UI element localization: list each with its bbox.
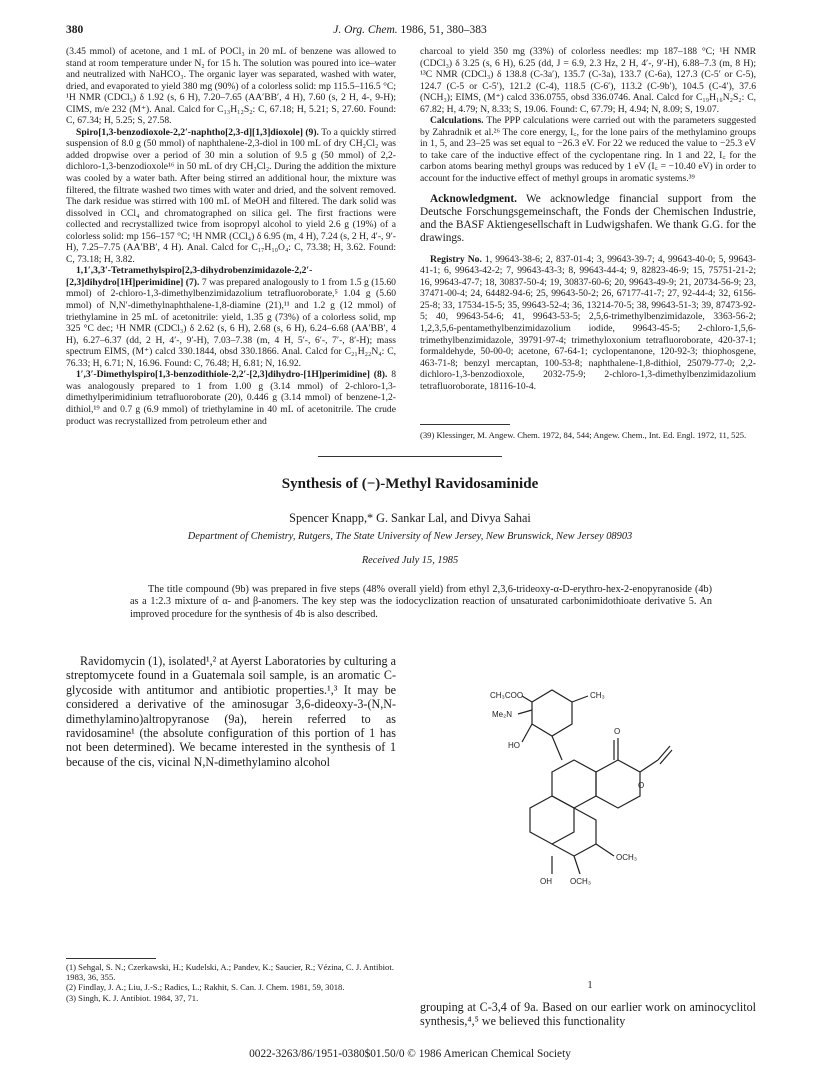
paragraph: Calculations. The PPP calculations were carried out with the parameters suggested by Zahradnik et al.²⁶ The core energy, I꜀, for the lone pairs of the methylamino groups in 1, 5, and 23–25 was set equal to −26.3 eV. For 22 we reduced the value to −25.3 eV to take care of the inductive effect of the cyclopentane ring. In 1 and 22, I꜀ for the carbon atoms bearing methyl groups was reduced by 1 eV (I꜀ = −10.40 eV) in order to account for the inductive effect of methyl groups in aromatic systems.³⁹: [420, 115, 756, 185]
article-title: Synthesis of (−)-Methyl Ravidosaminide: [281, 476, 539, 492]
ring-oxygen-label: O: [638, 781, 645, 790]
journal-name: J. Org. Chem.: [333, 24, 398, 36]
running-header: [66, 24, 754, 40]
received-date: Received July 15, 1985: [361, 555, 459, 566]
footnote-divider: [66, 958, 156, 959]
continued-paragraph: grouping at C-3,4 of 9a. Based on our earlier work on aminocyclitol synthesis,⁴,⁵ we believed this functionality: [420, 1000, 756, 1029]
section-heading: Registry No.: [430, 253, 482, 265]
page-number: 380: [66, 24, 84, 36]
footnote-divider: [420, 424, 510, 425]
paragraph: (3.45 mmol) of acetone, and 1 mL of POCl₃ in 20 mL of benzene was allowed to stand at room temperature under N₂ for 15 h. The solution was poured into ice–water and neutralized with NaHCO₃. The organic layer was separated, washed with water, dried, and evaporated to yield 380 mg (90%) of a colorless solid: mp 115.5–116.5 °C; ¹H NMR (CDCl₃) δ 1.92 (s, 6 H), 7.20–7.65 (AA′BB′, 4 H), 7.60 (s, 2 H, 4-, 9-H); CIMS, m/e 232 (M⁺). Anal. Calcd for C₁₃H₁₂S₂: C, 67.18; H, 5.21; S, 27.60. Found: C, 67.34; H, 5.25; S, 27.58.: [66, 46, 396, 127]
article-affiliation: Department of Chemistry, Rutgers, The State University of New Jersey, New Brunswick, New Jersey 08903: [187, 531, 633, 542]
journal-volume: 1986, 51, 380–383: [397, 24, 487, 36]
section-heading: Calculations.: [430, 115, 484, 127]
compound-number: 1: [587, 980, 593, 991]
copyright-footer: 0022-3263/86/1951-0380$01.50/0 © 1986 American Chemical Society: [249, 1048, 571, 1060]
paragraph: 1′,3′-Dimethylspiro[1,3-benzodithiole-2,2′-[2,3]dihydro-[1H]perimidine] (8). 8 was analogously prepared to 1 from 1.00 g (3.14 mmol) of 2-chloro-1,3-dimethylperimidinium tetrafluoroborate (20), 0.446 g (3.14 mmol) of benzene-1,2-dithiol,¹⁹ and 0.7 g (6.9 mmol) of triethylamine in 40 mL of acetonitrile. The crude product was recrystallized from petroleum ether and: [66, 369, 396, 427]
journal-citation: [66, 24, 754, 36]
compound-heading: 1′,3′-Dimethylspiro[1,3-benzodithiole-2,2′-[2,3]dihydro-[1H]perimidine] (8).: [76, 369, 388, 381]
article-authors: Spencer Knapp,* G. Sankar Lal, and Divya Sahai: [289, 511, 531, 525]
footnote: (39) Klessinger, M. Angew. Chem. 1972, 84, 544; Angew. Chem., Int. Ed. Engl. 1972, 11, 525.: [420, 430, 747, 440]
compound-heading: 1,1′,3,3′-Tetramethylspiro[2,3-dihydrobenzimidazole-2,2′-[2,3]dihydro[1H]perimidine] (7).: [66, 265, 313, 288]
dimethylamino-label: Me₂N: [492, 710, 512, 719]
article-divider: [318, 456, 502, 457]
right-column: [420, 46, 756, 392]
paragraph: charcoal to yield 350 mg (33%) of colorless needles: mp 187–188 °C; ¹H NMR (CDCl₃) δ 3.25 (s, 6 H), 6.25 (dd, J = 6.9, 2.3 Hz, 2 H, 4′-, 9′-H), 6.88–7.3 (m, 8 H); ¹³C NMR (CDCl₃) δ 138.8 (C-3a′), 135.7 (C-3a), 133.7 (C-6a), 127.3 (C-5′ or C-5), 124.7 (C-5 or C-5′), 121.2 (C-4), 118.5 (C-6′), 113.2 (C-9b′), 104.5 (C-4′), 37.6 (NCH₃); EIMS, (M⁺) calcd 336.0755, obsd 336.0746. Anal. Calcd for C₁₉H₁₆N₂S₂: C, 67.82; H, 4.79; N, 8.33; S, 19.06. Found: C, 67.79; H, 4.94; N, 8.09; S, 19.07.: [420, 46, 756, 115]
abstract: The title compound (9b) was prepared in five steps (48% overall yield) from ethyl 2,3,6-trideoxy-α-D-erythro-hex-2-enopyranoside (4b) as a 1:2.3 mixture of α- and β-anomers. The key step was the iodocyclization reaction of unsaturated carbonimidothioate derivative 5. An improved procedure for the synthesis of 4b is also described.: [130, 584, 712, 620]
registry-numbers: Registry No. 1, 99643-38-6; 2, 837-01-4; 3, 99643-39-7; 4, 99643-40-0; 5, 99643-41-1; 6, 99643-42-2; 7, 99643-43-3; 8, 99643-44-4; 9, 82823-46-9; 15, 75751-21-2; 16, 99643-47-7; 18, 30837-50-4; 19, 30837-60-6; 20, 99643-49-9; 21, 20734-56-9; 23, 37471-00-4; 24, 64482-94-6; 25, 99643-50-2; 26, 67177-41-7; 27, 92-44-4; 32, 6156-25-8; 33, 17534-15-5; 35, 99643-52-4; 36, 13214-70-5; 38, 99643-51-3; 39, 87473-92-5; 40, 99643-54-6; 41, 99643-53-5; 2,5,6-trimethylbenzimidazole, 3363-56-2; 1,2,3,5,6-pentamethylbenzimidazolium iodide, 99643-45-5; 2-chloro-1,5,6-trimethylbenzimidazole, 39791-97-4; trimethyloxonium tetrafluoroborate, 420-37-1; formaldehyde, 50-00-0; acetone, 67-64-1; cyclopentanone, 120-92-3; thiophosgene, 463-71-8; benzyl mercaptan, 100-53-8; naphthalene-1,8-dithiol, 25079-77-0; 2,2-dichloro-1,3-benzodioxole, 2032-75-9; 2-chloro-1,3-dimethylbenzimidazolium tetrafluoroborate, 18116-10-4.: [420, 253, 756, 392]
footnote: (2) Findlay, J. A.; Liu, J.-S.; Radics, L.; Rakhit, S. Can. J. Chem. 1981, 59, 3018.: [66, 982, 345, 993]
carbonyl-oxygen-label: O: [614, 727, 621, 736]
paragraph: 1,1′,3,3′-Tetramethylspiro[2,3-dihydrobenzimidazole-2,2′-[2,3]dihydro[1H]perimidine] (7). 7 was prepared analogously to 1 from 1.5 g (15.60 mmol) of 2-chloro-1,3-dimethylbenzimidazolium tetrafluoroborate,⁵ 1.04 g (5.60 mmol) of N,N′-dimethylnaphthalene-1,8-diamine (21),¹¹ and 1.2 g (12 mmol) of triethylamine in 25 mL of acetonitrile: yield, 1.35 g (73%) of a colorless solid, mp 325 °C dec; ¹H NMR (CDCl₃) δ 2.62 (s, 6 H), 2.68 (s, 6 H), 6.24–6.68 (AA′BB′, 4 H), 6.27–6.37 (dd, 2 H, 4′-, 9′-H), 7.03–7.38 (m, 4 H, 5′-, 6′-, 7′-, 8′-H); mass spectrum EIMS, (M⁺) calcd 330.1844, obsd 330.1866. Anal. Calcd for C₂₁H₂₂N₄: C, 76.33; H, 6.71; N, 16.96. Found: C, 76.48; H, 6.81; N, 16.92.: [66, 265, 396, 369]
methoxy-label: OCH₃: [570, 877, 592, 886]
left-column: [66, 46, 396, 427]
ravidomycin-structure: [470, 662, 700, 912]
paragraph: Spiro[1,3-benzodioxole-2,2′-naphtho[2,3-d][1,3]dioxole] (9). To a quickly stirred suspension of 8.0 g (50 mmol) of naphthalene-2,3-diol in 100 mL of dry CH₂Cl₂ was added dropwise over a period of 30 min a solution of 9.5 g (50 mmol) of 2,2-dichloro-1,3-benzodioxole¹⁶ in 50 mL of dry CH₂Cl₂. During the addition the mixture was cooled by a water bath. After being stirred an additional hour, the mixture was filtered, the filtrate washed two times with water and dried, and the solvent removed. The dark residue was stirred with 100 mL of MeOH and filtered. The dark solid was dissolved in CCl₄ and chromatographed on silica gel. The first fractions were collected and recrystallized twice from isopropyl alcohol to yield 2.6 g (19%) of a colorless solid: mp 156–157 °C; ¹H NMR (CCl₄) δ 6.95 (m, 4 H), 7.24 (s, 2 H, 4′-, 9′-H), 7.25–7.75 (AA′BB′, 4 H). Anal. Calcd for C₁₇H₁₀O₄: C, 73.38; H, 3.62. Found: C, 73.18; H, 3.82.: [66, 126, 397, 265]
section-heading: Acknowledgment.: [430, 192, 517, 205]
hydroxyl-label: HO: [508, 741, 520, 750]
phenol-label: OH: [540, 877, 552, 886]
methoxy-label: OCH₃: [616, 853, 638, 862]
acetate-label: CH₃COO: [490, 691, 524, 700]
intro-paragraph: Ravidomycin (1), isolated¹,² at Ayerst Laboratories by culturing a streptomycete found in a Guatemala soil sample, is an aromatic C-glycoside with antitumor and antibiotic properties.¹,³ It may be considered a derivative of the aminosugar 3,6-dideoxy-3-(N,N-dimethylamino)altropyranose (9a), herein referred to as ravidosamine¹ (the absolute configuration of this portion of 1 has not been determined). We became interested in the synthesis of 1 because of the cis, vicinal N,N-dimethylamino alcohol: [66, 654, 396, 769]
footnote: (3) Singh, K. J. Antibiot. 1984, 37, 71.: [66, 992, 199, 1003]
compound-heading: Spiro[1,3-benzodioxole-2,2′-naphtho[2,3-d][1,3]dioxole] (9).: [76, 126, 319, 138]
footnotes: [66, 962, 396, 1003]
methyl-label: CH₃: [590, 691, 605, 700]
footnote: (1) Sehgal, S. N.; Czerkawski, H.; Kudelski, A.; Pandev, K.; Saucier, R.; Vézina, C. J. Antibiot. 1983, 36, 355.: [66, 962, 394, 983]
acknowledgment: Acknowledgment. We acknowledge financial support from the Deutsche Forschungsgemeinschaft, the Fonds der Chemischen Industrie, and the BASF Aktiengesellschaft in Ludwigshafen. We thank G.G. for the drawings.: [420, 192, 756, 245]
